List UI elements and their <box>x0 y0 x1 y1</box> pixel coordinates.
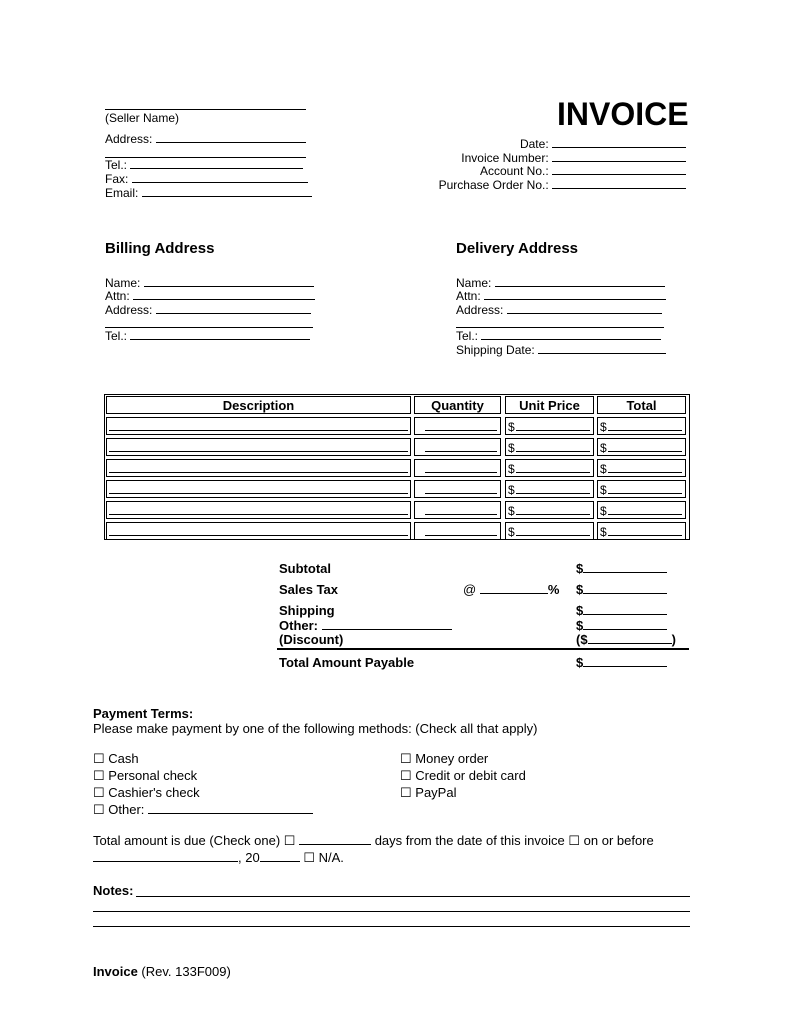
cell-quantity[interactable] <box>414 438 501 456</box>
currency-symbol: $ <box>508 441 515 455</box>
cell-underline <box>109 472 408 473</box>
cell-description[interactable] <box>106 480 411 498</box>
header-quantity: Quantity <box>414 396 501 414</box>
method-paypal-label: PayPal <box>415 785 457 800</box>
cell-unit-price[interactable] <box>505 522 594 540</box>
cell-underline <box>425 514 497 515</box>
discount-close: ) <box>671 632 676 647</box>
date-line[interactable] <box>552 136 686 148</box>
sales-tax-currency: $ <box>576 582 584 597</box>
shipping-value-field[interactable] <box>576 603 667 618</box>
header-total: Total <box>597 396 686 414</box>
checkbox-icon[interactable]: ☐ <box>303 850 315 865</box>
cell-description[interactable] <box>106 501 411 519</box>
total-payable-value-field[interactable] <box>576 655 667 670</box>
delivery-name-label: Name: <box>456 276 492 290</box>
cell-underline <box>608 493 682 494</box>
notes-line-2[interactable] <box>93 911 690 912</box>
cell-description[interactable] <box>106 417 411 435</box>
cell-underline <box>516 451 590 452</box>
seller-fax-field[interactable] <box>105 171 308 186</box>
due-days-text: days from the date of this invoice <box>374 833 565 848</box>
billing-address-line[interactable] <box>156 302 311 314</box>
shipping-line[interactable] <box>583 603 667 615</box>
seller-name-line[interactable] <box>105 109 306 110</box>
tax-rate-line[interactable] <box>480 582 548 594</box>
cell-total[interactable] <box>597 459 686 477</box>
cell-underline <box>109 514 408 515</box>
shipping-date-line[interactable] <box>538 342 666 354</box>
cell-description[interactable] <box>106 522 411 540</box>
billing-attn-label: Attn: <box>105 289 130 303</box>
cell-total[interactable] <box>597 522 686 540</box>
shipping-date-field[interactable] <box>456 342 666 357</box>
billing-address-field[interactable] <box>105 302 311 317</box>
currency-symbol: $ <box>508 462 515 476</box>
delivery-address-label: Address: <box>456 303 504 317</box>
invoice-number-label: Invoice Number: <box>461 151 549 165</box>
shipping-currency: $ <box>576 603 584 618</box>
cell-total[interactable] <box>597 417 686 435</box>
billing-name-line[interactable] <box>144 275 314 287</box>
other-field[interactable] <box>279 618 452 633</box>
currency-symbol: $ <box>600 483 607 497</box>
payment-terms-heading: Payment Terms: <box>93 706 194 721</box>
header-description: Description <box>106 396 411 414</box>
due-days-line[interactable] <box>299 833 371 845</box>
discount-line[interactable] <box>588 632 672 644</box>
checkbox-icon[interactable]: ☐ <box>93 785 105 800</box>
checkbox-icon[interactable]: ☐ <box>93 768 105 783</box>
billing-heading: Billing Address <box>105 240 215 257</box>
currency-symbol: $ <box>508 504 515 518</box>
cell-underline <box>516 472 590 473</box>
cell-unit-price[interactable] <box>505 417 594 435</box>
cell-underline <box>109 451 408 452</box>
cell-underline <box>109 493 408 494</box>
footer <box>93 964 231 979</box>
cell-underline <box>608 472 682 473</box>
cell-underline <box>425 430 497 431</box>
cell-underline <box>608 430 682 431</box>
checkbox-icon[interactable]: ☐ <box>93 751 105 766</box>
cell-underline <box>109 535 408 536</box>
delivery-tel-label: Tel.: <box>456 329 479 343</box>
seller-name-label: (Seller Name) <box>105 111 180 125</box>
other-value-field[interactable] <box>576 618 667 633</box>
line-items-table <box>104 394 690 540</box>
currency-symbol: $ <box>600 441 607 455</box>
method-cash[interactable] <box>93 751 139 767</box>
checkbox-icon[interactable]: ☐ <box>283 833 296 848</box>
seller-tel-field[interactable] <box>105 157 303 172</box>
account-line[interactable] <box>552 163 686 175</box>
total-payable-label: Total Amount Payable <box>279 655 415 670</box>
seller-email-label: Email: <box>105 186 139 200</box>
cell-unit-price[interactable] <box>505 459 594 477</box>
cell-total[interactable] <box>597 438 686 456</box>
subtotal-currency: $ <box>576 561 584 576</box>
table-row <box>105 438 689 458</box>
footer-doc-name: Invoice <box>93 964 138 979</box>
method-other-line[interactable] <box>148 802 313 814</box>
invoice-title: INVOICE <box>557 96 689 132</box>
checkbox-icon[interactable]: ☐ <box>568 833 581 848</box>
shipping-label: Shipping <box>279 603 335 618</box>
po-label: Purchase Order No.: <box>438 178 549 192</box>
method-money-order[interactable] <box>400 751 488 767</box>
cell-underline <box>516 514 590 515</box>
other-desc-line[interactable] <box>322 618 452 630</box>
due-date-line[interactable] <box>93 850 238 862</box>
seller-address-line[interactable] <box>156 131 306 143</box>
seller-address-field[interactable] <box>105 131 306 146</box>
seller-fax-label: Fax: <box>105 172 129 186</box>
cell-total[interactable] <box>597 480 686 498</box>
cell-underline <box>516 493 590 494</box>
due-terms-line-2 <box>93 850 344 866</box>
due-prefix: Total amount is due (Check one) <box>93 833 281 848</box>
other-currency: $ <box>576 618 584 633</box>
sales-tax-label: Sales Tax <box>279 582 339 597</box>
table-row <box>105 480 689 500</box>
checkbox-icon[interactable]: ☐ <box>400 751 412 766</box>
notes-label: Notes: <box>93 883 134 898</box>
due-year-line[interactable] <box>260 850 300 862</box>
cell-unit-price[interactable] <box>505 501 594 519</box>
other-label: Other: <box>279 618 318 633</box>
delivery-name-line[interactable] <box>495 275 665 287</box>
date-field[interactable] <box>520 136 686 151</box>
currency-symbol: $ <box>600 462 607 476</box>
cell-quantity[interactable] <box>414 501 501 519</box>
method-paypal[interactable] <box>400 785 456 801</box>
currency-symbol: $ <box>600 504 607 518</box>
currency-symbol: $ <box>508 525 515 539</box>
account-label: Account No.: <box>479 164 549 178</box>
currency-symbol: $ <box>508 420 515 434</box>
subtotal-value-field[interactable] <box>576 561 667 576</box>
cell-underline <box>425 535 497 536</box>
seller-address-label: Address: <box>105 132 153 146</box>
delivery-attn-field[interactable] <box>456 288 666 303</box>
billing-attn-line[interactable] <box>133 288 315 300</box>
cell-underline <box>425 493 497 494</box>
delivery-heading: Delivery Address <box>456 240 579 257</box>
method-cash-label: Cash <box>108 751 139 766</box>
delivery-address-line[interactable] <box>507 302 662 314</box>
cell-quantity[interactable] <box>414 522 501 540</box>
cell-underline <box>608 451 682 452</box>
notes-line-3[interactable] <box>93 926 690 927</box>
payment-instruction: Please make payment by one of the following methods: (Check all that apply) <box>93 721 538 736</box>
table-row <box>105 459 689 479</box>
table-row <box>105 417 689 437</box>
footer-rev: (Rev. 133F009) <box>141 964 231 979</box>
currency-symbol: $ <box>508 483 515 497</box>
total-payable-line[interactable] <box>583 655 667 667</box>
discount-value-field[interactable] <box>576 632 676 647</box>
seller-email-field[interactable] <box>105 185 312 200</box>
discount-label: (Discount) <box>279 632 344 647</box>
cell-quantity[interactable] <box>414 459 501 477</box>
cell-underline <box>516 535 590 536</box>
subtotal-line[interactable] <box>583 561 667 573</box>
header-unit-price: Unit Price <box>505 396 594 414</box>
discount-open: ($ <box>576 632 588 647</box>
delivery-attn-line[interactable] <box>484 288 666 300</box>
invoice-number-line[interactable] <box>552 150 686 162</box>
seller-tel-line[interactable] <box>130 157 303 169</box>
cell-unit-price[interactable] <box>505 480 594 498</box>
billing-name-label: Name: <box>105 276 141 290</box>
cell-underline <box>425 472 497 473</box>
billing-attn-field[interactable] <box>105 288 315 303</box>
seller-tel-label: Tel.: <box>105 158 128 172</box>
date-label: Date: <box>519 137 549 151</box>
cell-description[interactable] <box>106 438 411 456</box>
delivery-tel-field[interactable] <box>456 328 661 343</box>
due-terms-line-1 <box>93 833 654 849</box>
method-card[interactable] <box>400 768 526 784</box>
cell-quantity[interactable] <box>414 480 501 498</box>
due-on-before: on or before <box>583 833 654 848</box>
billing-address-label: Address: <box>105 303 153 317</box>
checkbox-icon[interactable]: ☐ <box>93 802 105 817</box>
method-card-label: Credit or debit card <box>415 768 526 783</box>
po-field[interactable] <box>439 177 686 192</box>
cell-description[interactable] <box>106 459 411 477</box>
po-line[interactable] <box>552 177 686 189</box>
shipping-date-label: Shipping Date: <box>456 343 535 357</box>
currency-symbol: $ <box>600 525 607 539</box>
method-other-label: Other: <box>108 802 145 817</box>
seller-fax-line[interactable] <box>132 171 308 183</box>
method-cashiers-check-label: Cashier's check <box>108 785 200 800</box>
billing-tel-label: Tel.: <box>105 329 128 343</box>
subtotal-label: Subtotal <box>279 561 331 576</box>
cell-unit-price[interactable] <box>505 438 594 456</box>
table-row <box>105 522 689 542</box>
checkbox-icon[interactable]: ☐ <box>400 785 412 800</box>
sales-tax-line[interactable] <box>583 582 667 594</box>
notes-line-1[interactable] <box>136 896 690 897</box>
cell-underline <box>608 514 682 515</box>
tax-rate-field[interactable] <box>463 582 559 597</box>
method-money-order-label: Money order <box>415 751 489 766</box>
cell-underline <box>516 430 590 431</box>
cell-underline <box>425 451 497 452</box>
tax-pct: % <box>547 582 560 597</box>
billing-tel-line[interactable] <box>130 328 310 340</box>
delivery-attn-label: Attn: <box>456 289 481 303</box>
method-personal-check-label: Personal check <box>108 768 198 783</box>
account-field[interactable] <box>480 163 686 178</box>
due-na: N/A. <box>318 850 344 865</box>
delivery-tel-line[interactable] <box>481 328 661 340</box>
table-header-row <box>105 396 689 416</box>
sales-tax-value-field[interactable] <box>576 582 667 597</box>
delivery-address-field[interactable] <box>456 302 662 317</box>
other-line[interactable] <box>583 618 667 630</box>
seller-email-line[interactable] <box>142 185 312 197</box>
method-cashiers-check[interactable] <box>93 785 200 801</box>
totals-divider <box>277 648 689 650</box>
cell-underline <box>109 430 408 431</box>
total-payable-currency: $ <box>576 655 584 670</box>
cell-quantity[interactable] <box>414 417 501 435</box>
checkbox-icon[interactable]: ☐ <box>400 768 412 783</box>
cell-underline <box>608 535 682 536</box>
table-row <box>105 501 689 521</box>
due-year-prefix: , 20 <box>238 850 260 865</box>
method-other[interactable] <box>93 802 313 818</box>
billing-tel-field[interactable] <box>105 328 310 343</box>
method-personal-check[interactable] <box>93 768 197 784</box>
currency-symbol: $ <box>600 420 607 434</box>
tax-at: @ <box>463 582 477 597</box>
cell-total[interactable] <box>597 501 686 519</box>
